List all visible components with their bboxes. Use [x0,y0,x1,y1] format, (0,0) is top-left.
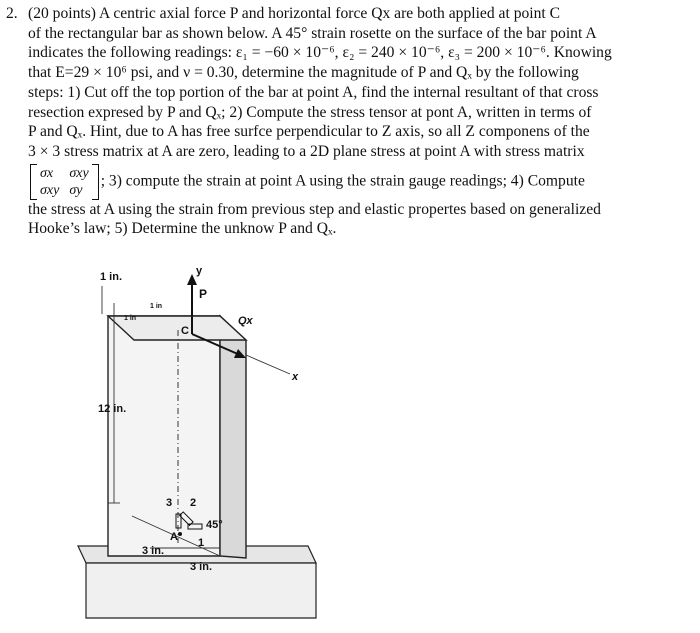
stress-matrix [30,164,99,200]
bar-figure [70,258,320,628]
problem-line-6: resection expresed by P and Qₓ; 2) Compute the stress tensor at pont A, written in terms of [28,103,592,121]
problem-line-8: 3 × 3 stress matrix at A are zero, leading to a 2D plane stress at point A with stress matrix [28,142,585,160]
matrix-entry: σxy [40,182,60,198]
bar-front-face [108,316,220,556]
problem-line-10: the stress at A using the strain from previous step and elastic propertes based on generalized [28,200,601,218]
bar-drawing [70,258,320,628]
matrix-entry: σx [40,165,54,181]
matrix-right-bracket [92,164,99,200]
problem-line-9: σx σxy σxy σy ; 3) compute the strain at point A using the strain gauge readings; 4) Compute [6,164,694,200]
matrix-entry: σy [69,182,83,198]
label-top-2: 1 in [150,303,163,310]
label-3in-right: 3 in. [190,561,213,573]
matrix-entry: σxy [69,165,89,181]
label-gauge-1: 1 [198,537,205,549]
problem-line-7: P and Qₓ. Hint, due to A has free surfce perpendicular to Z axis, so all Z componens of the [28,123,590,141]
matrix-left-bracket [30,164,37,200]
label-C: C [181,325,189,337]
problem-line-1: 2. (20 points) A centric axial force P and horizontal force Qx are both applied at point C [6,5,561,22]
label-gauge-2: 2 [190,497,197,509]
point-A [178,532,182,536]
problem-line-3: indicates the following readings: ε₁ = −60 × 10⁻⁶, ε₂ = 240 × 10⁻⁶, ε₃ = 200 × 10⁻⁶. Knowing [28,44,612,62]
label-angle: 45° [206,519,223,531]
label-A: A [170,531,178,543]
label-P: P [199,287,208,301]
label-top-1: 1 in [124,315,137,322]
label-y: y [196,265,203,277]
x-axis [246,355,290,374]
problem-line-5: steps: 1) Cut off the top portion of the bar at point A, find the internal resultant of that cross [28,83,599,101]
label-Qx: Qx [238,315,253,327]
label-3in-left: 3 in. [142,545,165,557]
problem-line-11: Hooke’s law; 5) Determine the unknow P and Qₓ. [28,220,337,238]
problem-line-4: that E=29 × 10⁶ psi, and ν = 0.30, determine the magnitude of P and Qₓ by the following [28,64,579,82]
label-gauge-3: 3 [166,497,173,509]
label-height: 12 in. [98,403,127,415]
problem-statement [6,4,694,239]
label-x: x [292,371,299,383]
problem-number: 2. [6,5,18,22]
label-width-top: 1 in. [100,271,123,283]
problem-line-2: of the rectangular bar as shown below. A 45° strain rosette on the surface of the bar point A [28,24,597,42]
